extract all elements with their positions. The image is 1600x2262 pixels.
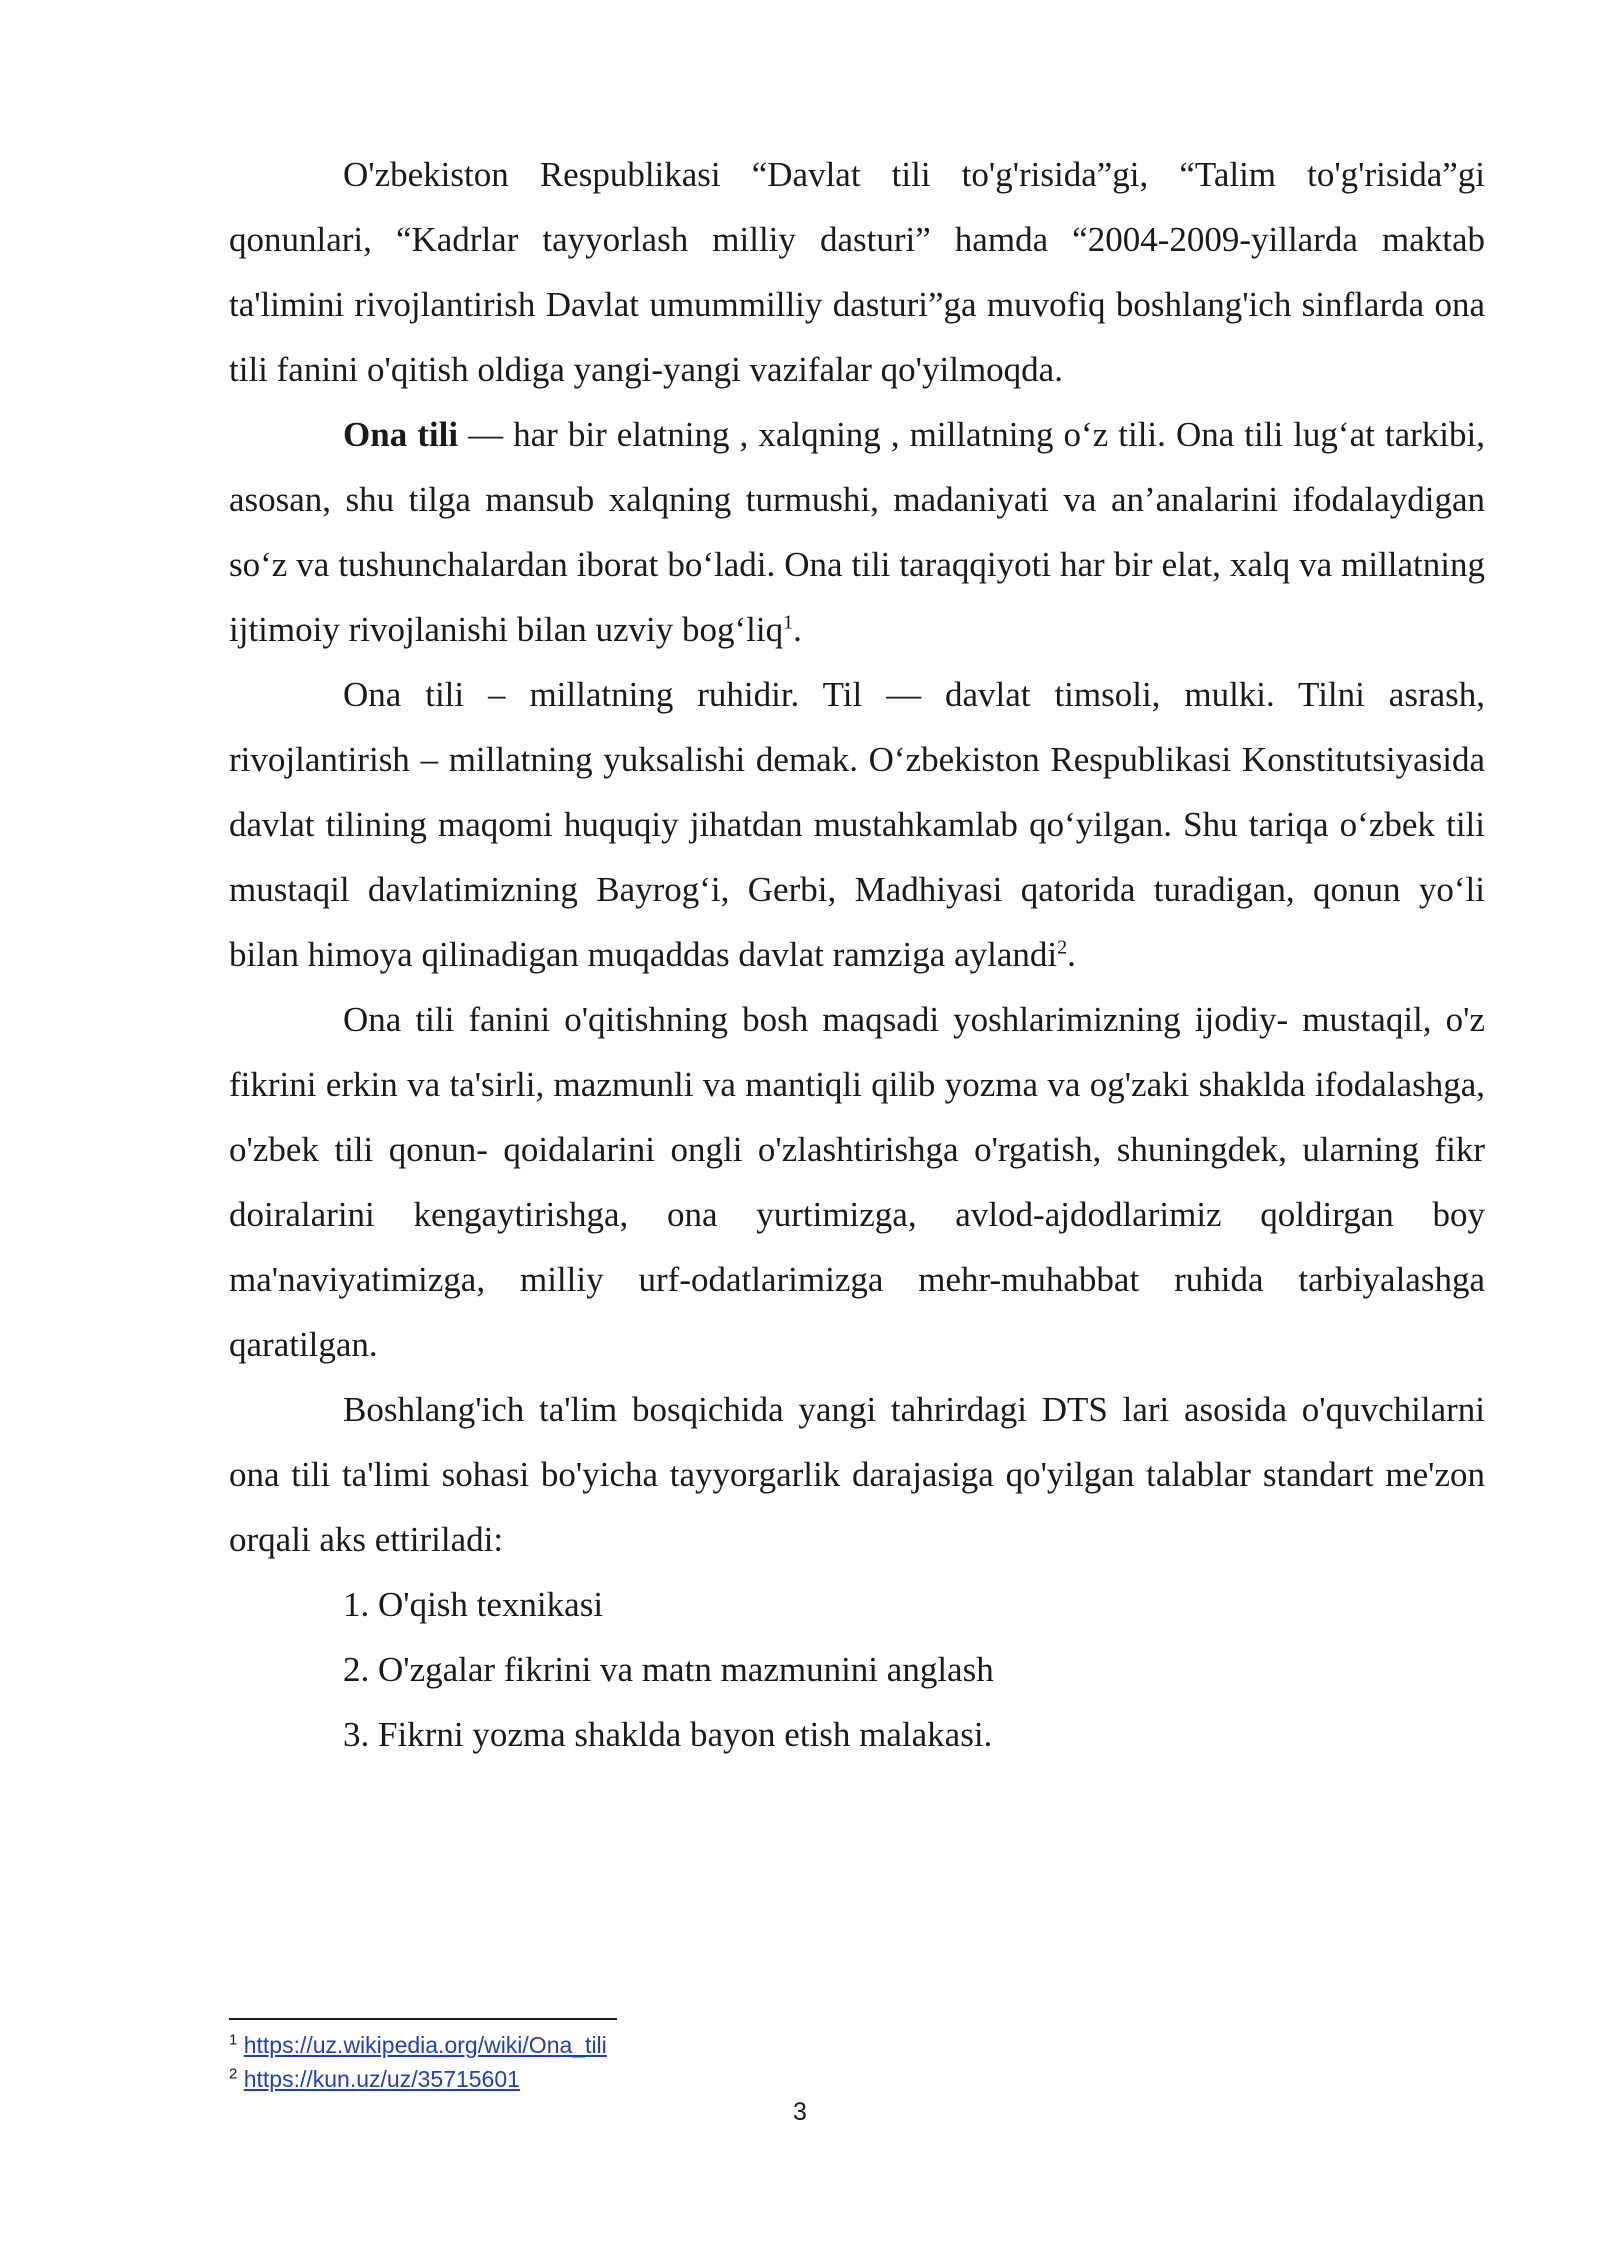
page-number: 3 (793, 2098, 807, 2126)
footnote-separator (229, 2018, 617, 2020)
footnote-2 (229, 2062, 1229, 2096)
list-item: 2. O'zgalar fikrini va matn mazmunini anglash (343, 1650, 994, 1689)
list-item: 1. O'qish texnikasi (343, 1585, 604, 1624)
footnote-ref-2[interactable]: 2 (1057, 936, 1068, 959)
footnote-mark: 1 (229, 2031, 238, 2049)
paragraph-2 (229, 402, 1485, 662)
paragraph-5-text: Boshlang'ich ta'lim bosqichida yangi tahrirdagi DTS lari asosida o'quvchilarni ona tili ta'limi sohasi bo'yicha tayyorgarlik darajasiga qo'yilgan talablar standart me'zon orqali aks ettiriladi: (229, 1390, 1485, 1559)
paragraph-2-text: — har bir elatning , xalqning , millatning oʻz tili. Ona tili lugʻat tarkibi, asosan, shu tilga mansub xalqning turmushi, madaniyati va an’analarini ifodalaydigan soʻz va tushunchalardan iborat boʻladi. Ona tili taraqqiyoti har bir elat, xalq va millatning ijtimoiy rivojlanishi bilan uzviy bogʻliq (229, 415, 1485, 649)
paragraph-4 (229, 987, 1485, 1377)
footnotes (229, 2028, 1229, 2096)
requirements-list (229, 1572, 1485, 1767)
paragraph-3-end: . (1067, 935, 1076, 974)
paragraph-1-text: O'zbekiston Respublikasi “Davlat tili to'g'risida”gi, “Talim to'g'risida”gi qonunlari, “Kadrlar tayyorlash milliy dasturi” hamda “2004-2009-yillarda maktab ta'limini rivojlantirish Davlat umummilliy dasturi”ga muvofiq boshlang'ich sinflarda ona tili fanini o'qitish oldiga yangi-yangi vazifalar qo'yilmoqda. (229, 155, 1485, 389)
paragraph-3-text: Ona tili – millatning ruhidir. Til — davlat timsoli, mulki. Tilni asrash, rivojlantirish – millatning yuksalishi demak. Oʻzbekiston Respublikasi Konstitutsiyasida davlat tilining maqomi huquqiy jihatdan mustahkamlab qoʻyilgan. Shu tariqa oʻzbek tili mustaqil davlatimizning Bayrogʻi, Gerbi, Madhiyasi qatorida turadigan, qonun yoʻli bilan himoya qilinadigan muqaddas davlat ramziga aylandi (229, 675, 1485, 974)
footnote-link-wikipedia[interactable]: https://uz.wikipedia.org/wiki/Ona_tili (243, 2032, 607, 2058)
paragraph-3 (229, 662, 1485, 987)
paragraph-2-end: . (793, 610, 802, 649)
paragraph-4-text: Ona tili fanini o'qitishning bosh maqsadi yoshlarimizning ijodiy- mustaqil, o'z fikrini erkin va ta'sirli, mazmunli va mantiqli qilib yozma va og'zaki shaklda ifodalashga, o'zbek tili qonun- qoidalarini ongli o'zlashtirishga o'rgatish, shuningdek, ularning fikr doiralarini kengaytirishga, ona yurtimizga, avlod-ajdodlarimiz qoldirgan boy ma'naviyatimizga, milliy urf-odatlarimizga mehr-muhabbat ruhida tarbiyalashga qaratilgan. (229, 1000, 1485, 1364)
footnote-mark: 2 (229, 2065, 238, 2083)
term-ona-tili: Ona tili (343, 415, 459, 454)
footnote-1 (229, 2028, 1229, 2062)
footnote-ref-1[interactable]: 1 (783, 611, 794, 634)
paragraph-1 (229, 142, 1485, 402)
list-item: 3. Fikrni yozma shaklda bayon etish malakasi. (343, 1715, 993, 1754)
footnote-link-kun[interactable]: https://kun.uz/uz/35715601 (243, 2066, 520, 2092)
paragraph-5 (229, 1377, 1485, 1572)
document-body (229, 142, 1485, 1767)
